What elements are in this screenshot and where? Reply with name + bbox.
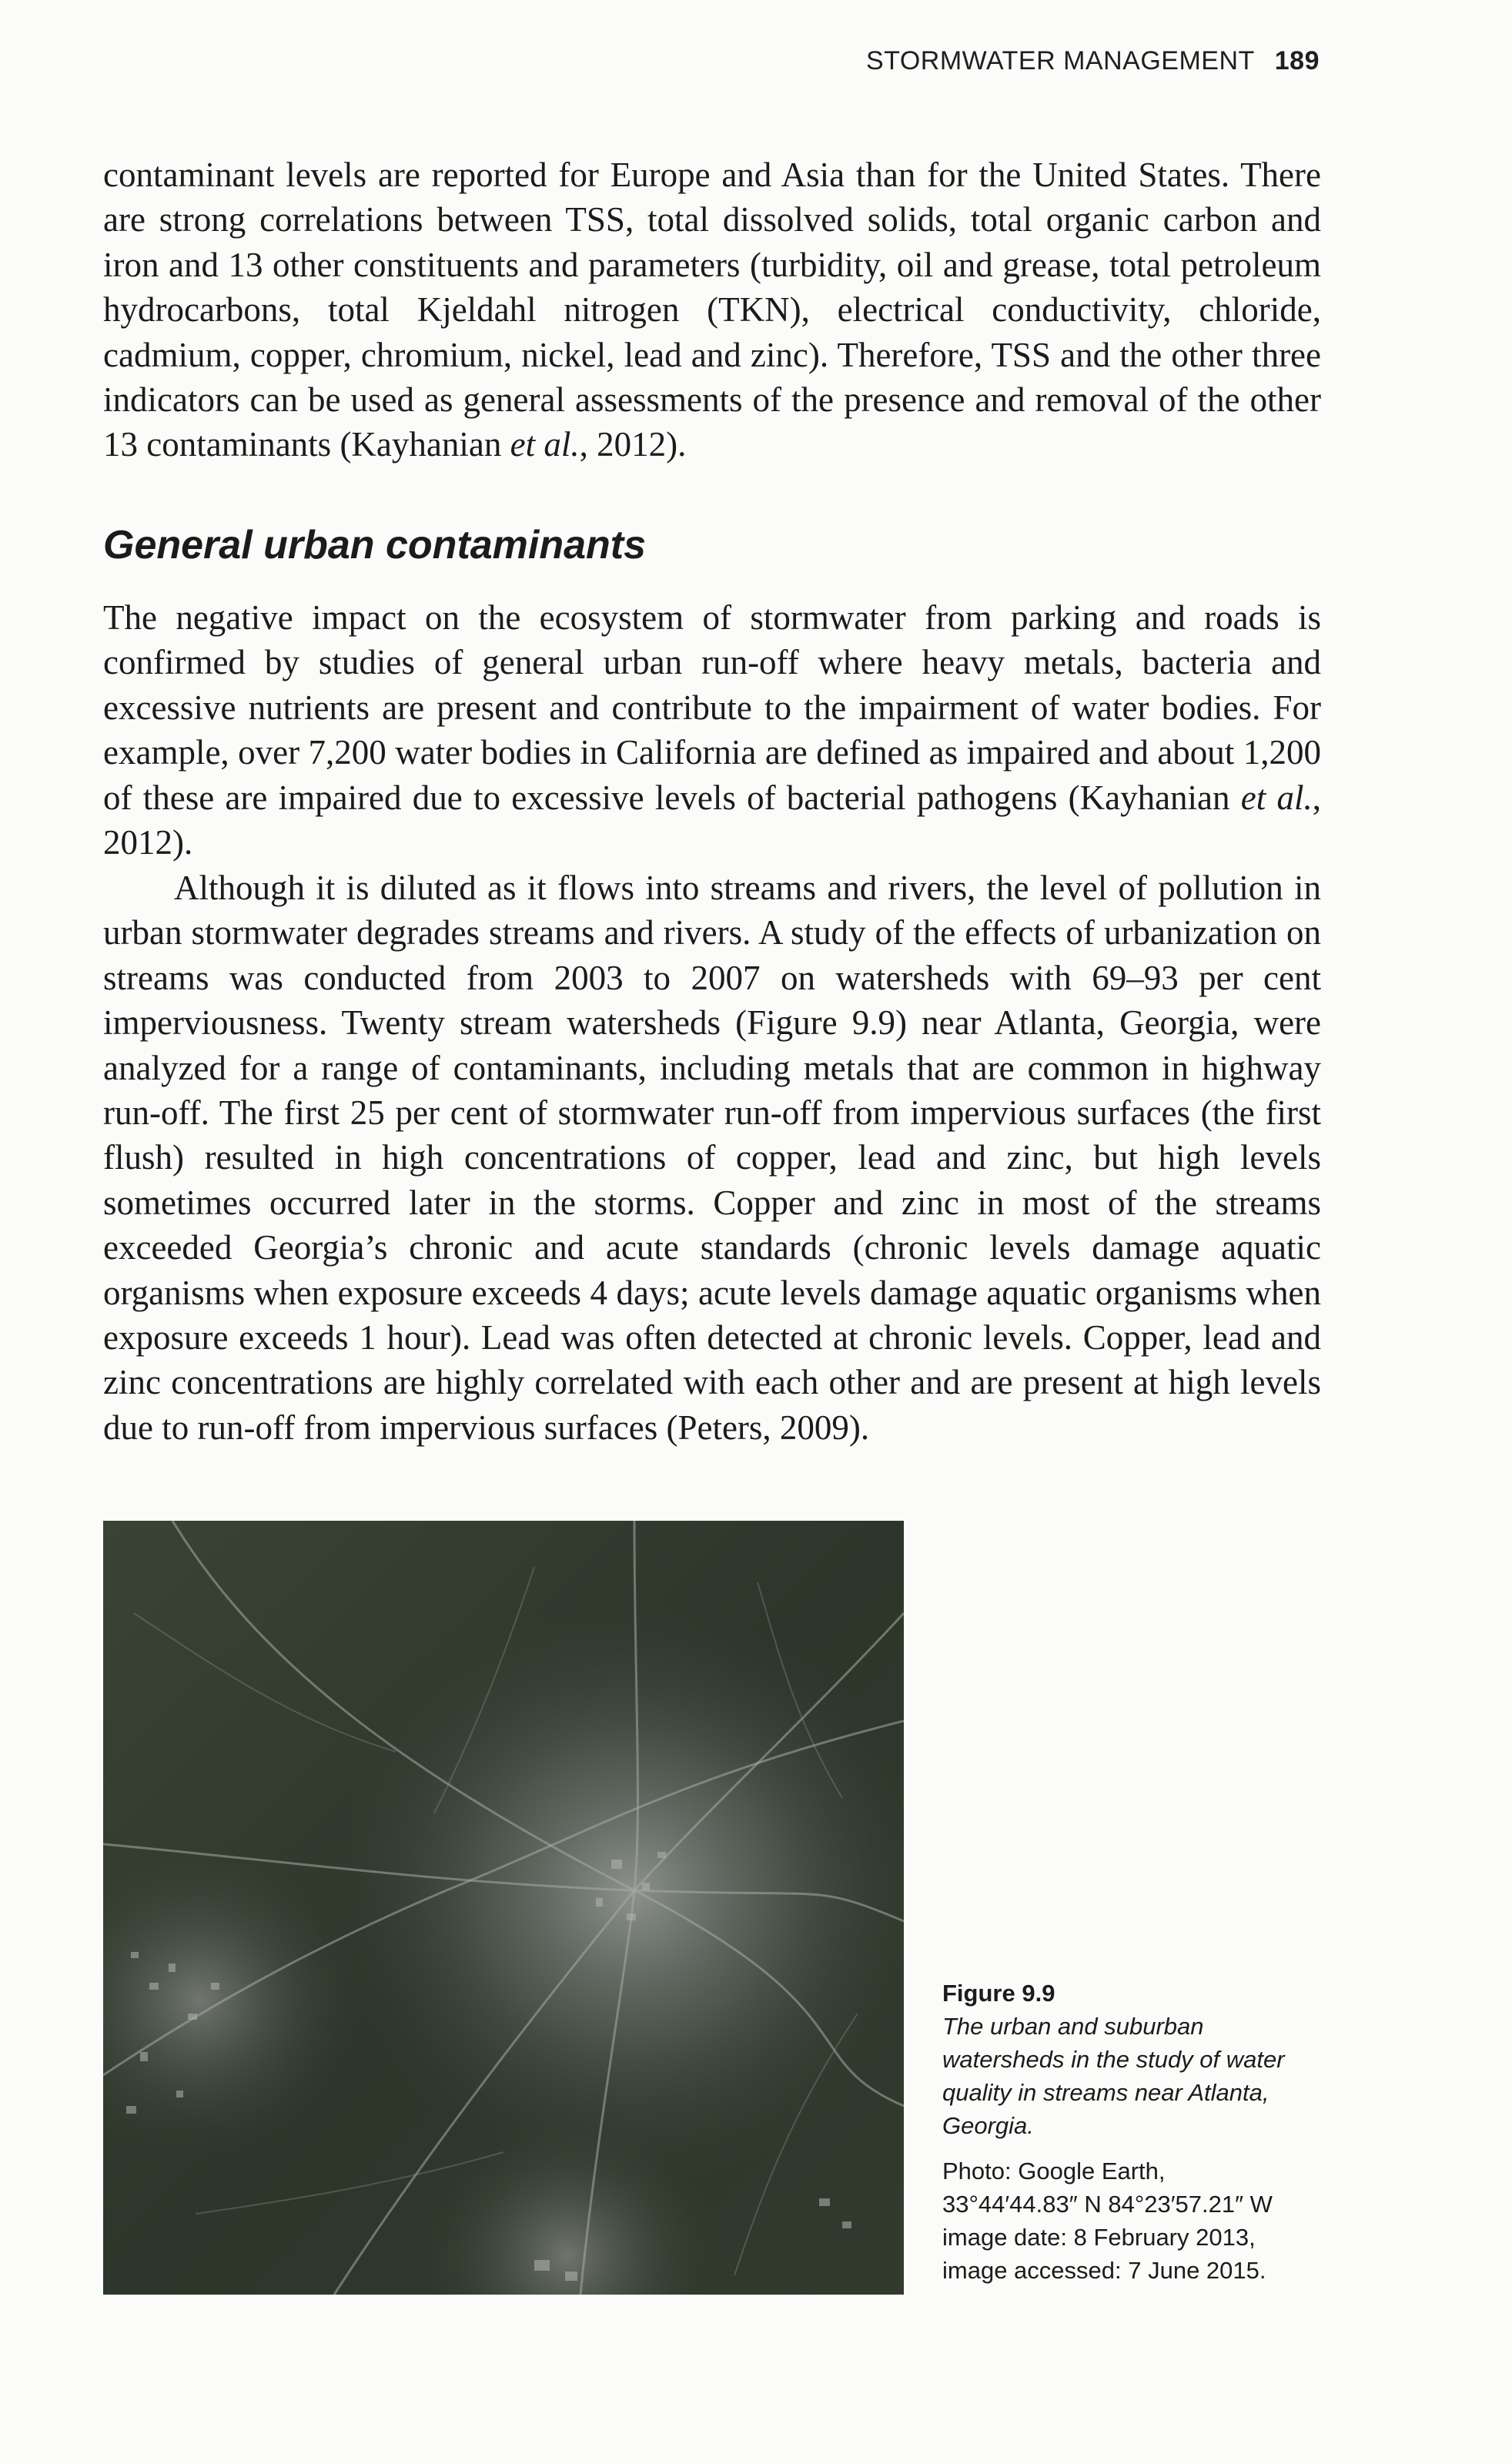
credit-access-date: image accessed: 7 June 2015.	[942, 2257, 1266, 2284]
paragraph-text: The negative impact on the ecosystem of stormwater from parking and roads is confirmed by studies of general urban run-off where heavy metals, bacteria and excessive nutrients are present and contribute to the impairment of water bodies. For example, over 7,200 water bodies in California are defined as impaired and about 1,200 of these are impaired due to excessive levels of bacterial pathogens (Kayhanian	[103, 598, 1321, 817]
citation-et-al: et al.	[1240, 778, 1313, 817]
paragraph-atlanta-study: Although it is diluted as it flows into streams and rivers, the level of pollution in urban stormwater degrades streams and rivers. A study of the effects of urbanization on streams was conducted from 2003 to 2007 on watersheds with 69–93 per cent imperviousness. Twenty stream watersheds (Figure 9.9) near Atlanta, Georgia, were analyzed for a range of contaminants, including metals that are common in highway run-off. The first 25 per cent of stormwater run-off from impervious surfaces (the first flush) resulted in high concentrations of copper, lead and zinc, but high levels sometimes occurred later in the storms. Copper and zinc in most of the streams exceeded Georgia’s chronic and acute standards (chronic levels damage aquatic organisms when exposure exceeds 4 days; acute levels damage aquatic organisms when exposure exceeds 1 hour). Lead was often detected at chronic levels. Copper, lead and zinc concentrations are highly correlated with each other and are present at high levels due to run-off from impervious surfaces (Peters, 2009).	[103, 869, 1321, 1447]
paragraph-text-end: , 2012).	[103, 778, 1321, 862]
credit-line: Photo: Google Earth,	[942, 2158, 1166, 2184]
credit-coordinates: 33°44′44.83″ N 84°23′57.21″ W	[942, 2191, 1273, 2218]
figure-caption	[942, 1977, 1327, 2287]
figure-description: The urban and suburban watersheds in the study of water quality in streams near Atlanta, Georgia.	[942, 2013, 1285, 2139]
satellite-photo-atlanta	[103, 1521, 904, 2295]
paragraph-text: contaminant levels are reported for Europe and Asia than for the United States. There are strong correlations between TSS, total dissolved solids, total organic carbon and iron and 13 other constituents and parameters (turbidity, oil and grease, total petroleum hydrocarbons, total Kjeldahl nitrogen (TKN), electrical conductivity, chloride, cadmium, copper, chromium, nickel, lead and zinc). Therefore, TSS and the other three indicators can be used as general assessments of the presence and removal of the other 13 contaminants (Kayhanian	[103, 156, 1321, 464]
page-number: 189	[1274, 46, 1320, 75]
figure-credit	[942, 2154, 1327, 2287]
paragraph-contaminant-correlations	[103, 152, 1321, 467]
paragraph-text-end: , 2012).	[579, 425, 687, 464]
satellite-image	[103, 1521, 904, 2295]
running-header-title: STORMWATER MANAGEMENT	[866, 46, 1255, 75]
section-heading: General urban contaminants	[103, 523, 647, 567]
citation-et-al: et al.	[510, 425, 580, 464]
paragraph-urban-runoff	[103, 595, 1321, 865]
figure-label: Figure 9.9	[942, 1980, 1055, 2007]
running-header	[866, 46, 1320, 76]
credit-image-date: image date: 8 February 2013,	[942, 2224, 1256, 2251]
